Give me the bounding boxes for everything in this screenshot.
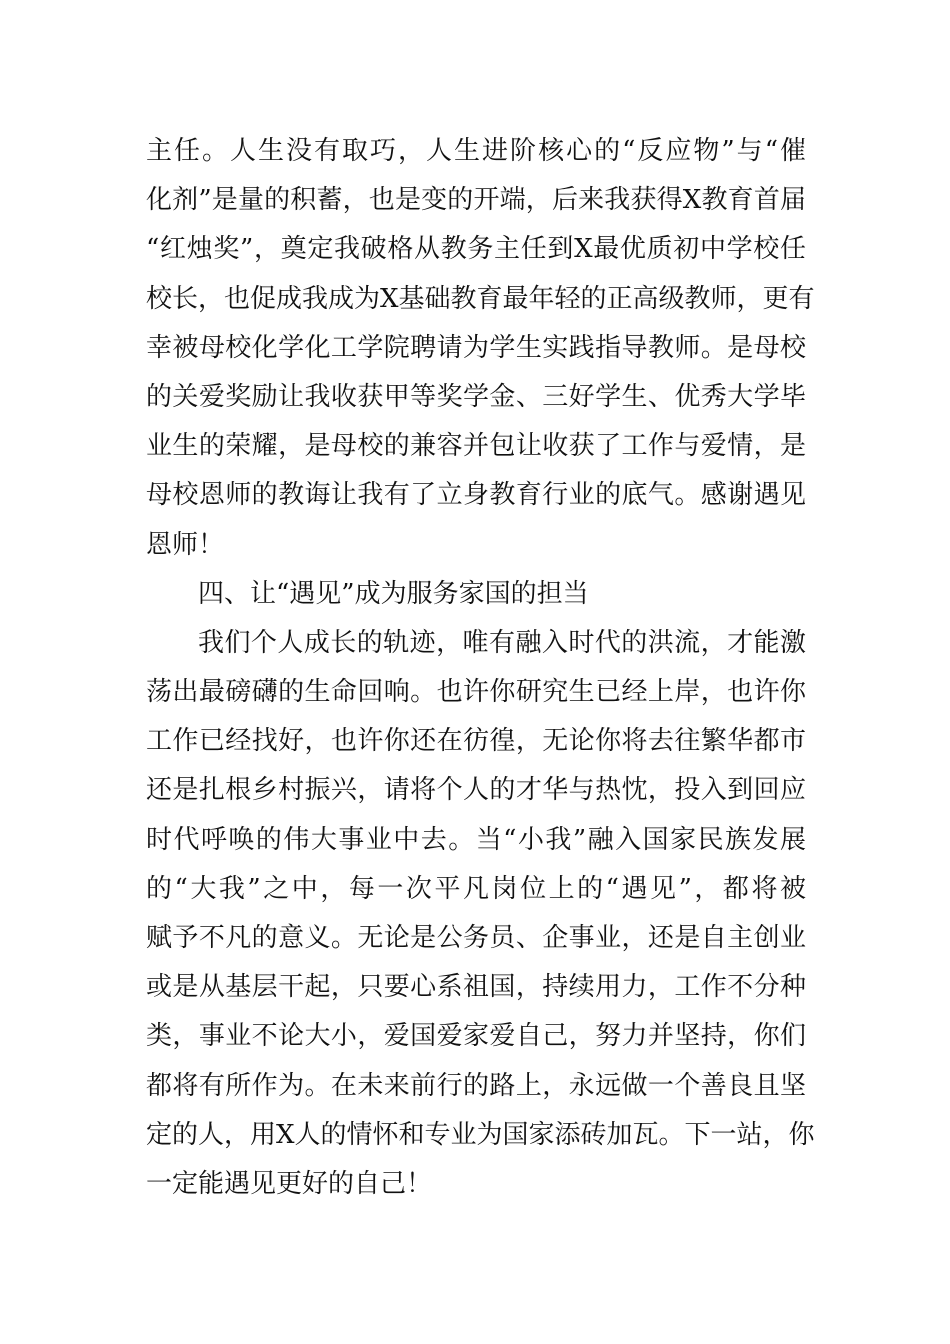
paragraph-line: 或是从基层干起，只要心系祖国，持续用力，工作不分种	[146, 972, 806, 1003]
paragraph-line: 一定能遇见更好的自己！	[146, 1168, 433, 1199]
paragraph-line: 校长，也促成我成为X基础教育最年轻的正高级教师，更有	[146, 283, 815, 314]
paragraph-service	[146, 619, 815, 1209]
paragraph-line: 的“大我”之中，每一次平凡岗位上的“遇见”，都将被	[146, 873, 806, 904]
paragraph-line: 主任。人生没有取巧，人生进阶核心的“反应物”与“催	[146, 136, 806, 166]
paragraph-line: 幸被母校化学化工学院聘请为学生实践指导教师。是母校	[146, 332, 806, 363]
paragraph-line: 赋予不凡的意义。无论是公务员、企事业，还是自主创业	[146, 923, 806, 953]
paragraph-gratitude	[146, 127, 815, 570]
paragraph-line: 的关爱奖励让我收获甲等奖学金、三好学生、优秀大学毕	[146, 381, 806, 412]
document-page	[146, 127, 815, 1209]
paragraph-line: 荡出最磅礴的生命回响。也许你研究生已经上岸，也许你	[146, 677, 806, 708]
paragraph-line: 恩师！	[146, 529, 225, 560]
paragraph-line: 类，事业不论大小，爱国爱家爱自己，努力并坚持，你们	[146, 1021, 806, 1052]
paragraph-line: 业生的荣耀，是母校的兼容并包让收获了工作与爱情，是	[146, 431, 806, 462]
paragraph-line: 还是扎根乡村振兴，请将个人的才华与热忱，投入到回应	[146, 775, 806, 806]
paragraph-line: 我们个人成长的轨迹，唯有融入时代的洪流，才能激	[198, 627, 806, 658]
paragraph-line: 化剂”是量的积蓄，也是变的开端，后来我获得X教育首届	[146, 185, 806, 216]
paragraph-line: 母校恩师的教诲让我有了立身教育行业的底气。感谢遇见	[146, 480, 806, 511]
paragraph-line: “红烛奖”，奠定我破格从教务主任到X最优质初中学校任	[146, 234, 806, 265]
paragraph-line: 定的人，用X人的情怀和专业为国家添砖加瓦。下一站，你	[146, 1119, 815, 1150]
paragraph-line: 工作已经找好，也许你还在彷徨，无论你将去往繁华都市	[146, 726, 806, 757]
paragraph-line: 时代呼唤的伟大事业中去。当“小我”融入国家民族发展	[146, 824, 806, 855]
section-heading: 四、让“遇见”成为服务家国的担当	[198, 578, 589, 609]
paragraph-line: 都将有所作为。在未来前行的路上，永远做一个善良且坚	[146, 1070, 806, 1101]
